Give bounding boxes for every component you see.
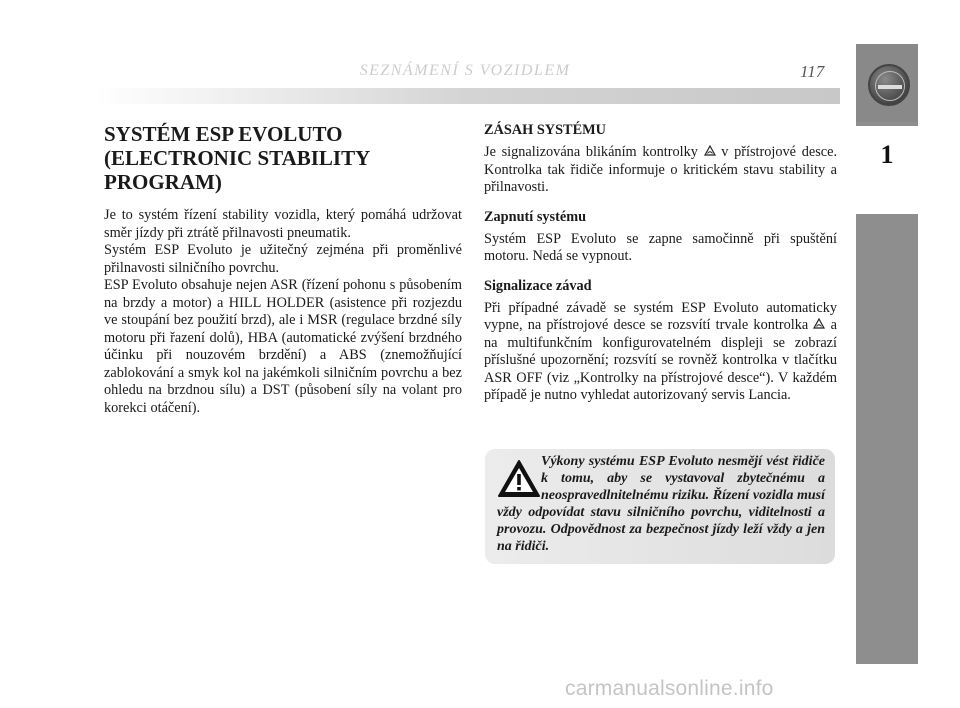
intervention-text-b: v přístrojové desce. Kontrolka tak řidiče informuje o kritickém stavu stability a přilnavosti. [484, 144, 838, 195]
intervention-paragraph [484, 144, 837, 197]
left-column [104, 122, 462, 417]
warning-box [485, 449, 835, 564]
warning-triangle-icon [497, 459, 541, 499]
fault-paragraph [484, 300, 837, 405]
system-intervention-heading: ZÁSAH SYSTÉMU [484, 122, 606, 138]
sidebar-logo-box [856, 44, 918, 122]
header-title: SEZNÁMENÍ S VOZIDLEM [359, 62, 571, 79]
header-rule [95, 88, 840, 104]
logo-ring [875, 71, 905, 101]
fault-text-a: Při případné závadě se systém ESP Evoluto automaticky vypne, na přístrojové desce se rozsvítí trvale kontrolka [484, 299, 837, 333]
esp-warning-light-icon [704, 145, 716, 157]
warning-icon-slot [497, 453, 541, 504]
warning-message: Výkony systému ESP Evoluto nesmějí vést řidiče k tomu, aby se vystavoval zbytečnému a neospravedlnitelnému riziku. Řízení vozidla musí vždy odpovídat stavu silničního povrchu, viditelnosti a provozu. Odpovědnost za bezpečnost jízdy leží vždy a jen na řidiči. [497, 454, 825, 554]
page-number: 117 [800, 62, 825, 81]
warning-text [497, 453, 825, 555]
watermark: carmanualsonline.info [565, 677, 774, 700]
section-heading: SYSTÉM ESP EVOLUTO (ELECTRONIC STABILITY PROGRAM) [104, 122, 370, 194]
logo-bar [878, 85, 902, 89]
paragraph-2: Systém ESP Evoluto je užitečný zejména při proměnlivé přilnavosti silničního povrchu. [104, 242, 462, 276]
intervention-text-a: Je signalizována blikáním kontrolky [484, 144, 698, 160]
activation-paragraph: Systém ESP Evoluto se zapne samočinně při spuštění motoru. Nedá se vypnout. [484, 230, 837, 264]
lancia-logo-icon [868, 64, 910, 106]
activation-subheading: Zapnutí systému [484, 208, 587, 225]
fault-text-b: a na multifunkčním konfigurovatelném displeji se zobrazí příslušné upozornění; rozsvítí se rovněž kontrolka v tlačítku ASR OFF (viz „Kontrolky na přístrojové desce“). V každém případě je nutno vyhledat autorizovaný servis Lancia. [484, 317, 837, 403]
paragraph-3: ESP Evoluto obsahuje nejen ASR (řízení pohonu s působením na brzdy a motor) a HILL HOLDER (asistence při rozjezdu ve stoupání bez použití brzd), ale i MSR (regulace brzdné síly motoru při řazení dolů), HBA (automatické zvýšení brzdného účinku při nouzovém brzdění) a ABS (znemožňující zablokování a smyk kol na jakémkoli silničním povrchu a bez ohledu na brzdnou sílu) a DST (působení síly na volant pro korekci otáčení). [104, 277, 462, 416]
sidebar [856, 44, 918, 664]
chapter-number: 1 [880, 140, 894, 169]
right-column [484, 122, 837, 405]
paragraph-1: Je to systém řízení stability vozidla, který pomáhá udržovat směr jízdy při ztrátě přilnavosti pneumatik. [104, 207, 462, 241]
esp-warning-light-icon-2 [813, 318, 825, 330]
fault-subheading: Signalizace závad [484, 277, 592, 294]
